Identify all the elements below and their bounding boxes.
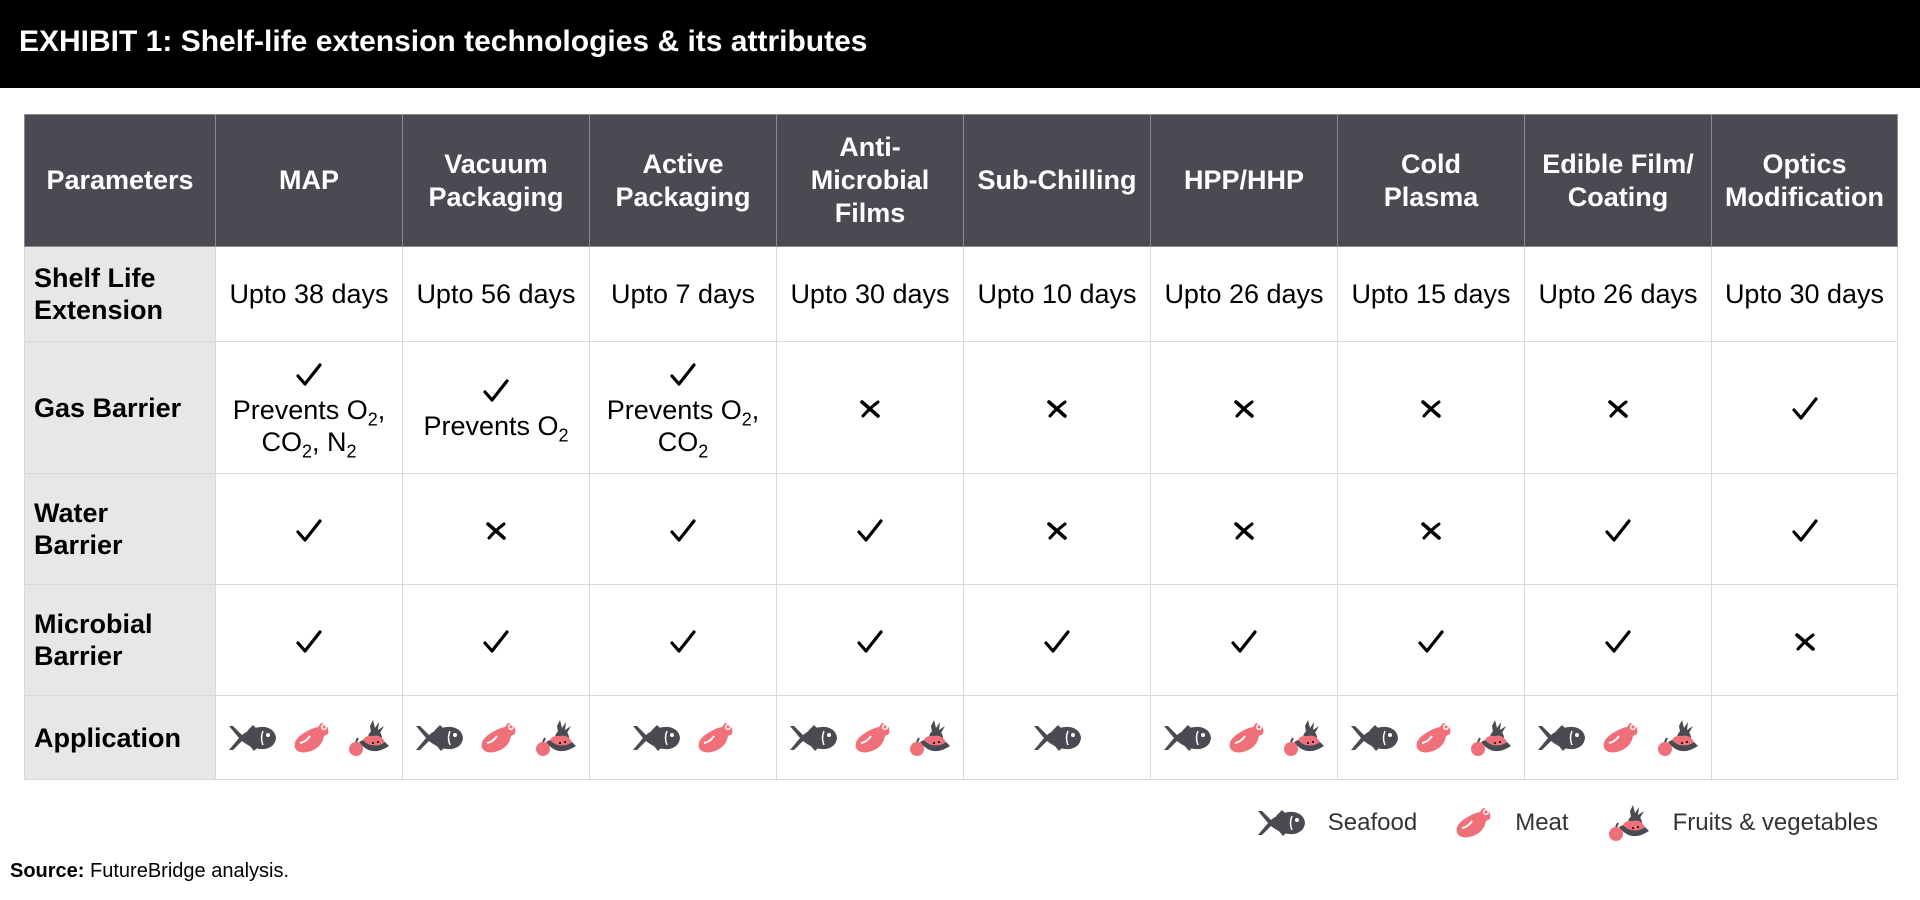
gas-barrier-cell	[1151, 342, 1338, 474]
row-gas-barrier	[25, 342, 1898, 474]
column-header-parameters	[25, 115, 216, 247]
application-icons	[594, 721, 772, 755]
microbial-barrier-cell	[777, 585, 964, 696]
column-header-optics-modification	[1712, 115, 1898, 247]
seafood-icon	[1162, 722, 1212, 754]
meat-icon	[1226, 721, 1266, 755]
seafood-icon	[1256, 807, 1306, 839]
shelf-life-cell: Upto 26 days	[1525, 247, 1712, 342]
column-header-line: Microbial	[810, 165, 930, 195]
microbial-barrier-cell	[216, 585, 403, 696]
application-icons	[781, 718, 959, 758]
application-icons	[1529, 718, 1707, 758]
water-barrier-cell	[1151, 474, 1338, 585]
row-label-line: Water	[34, 498, 109, 528]
column-header-line: HPP/HHP	[1183, 165, 1305, 195]
application-cell	[1525, 696, 1712, 780]
meat-icon	[1413, 721, 1453, 755]
check-icon	[296, 625, 322, 655]
check-icon	[857, 514, 883, 544]
gas-barrier-cell	[590, 342, 777, 474]
comparison-table	[24, 114, 1898, 780]
column-header-active-packaging	[590, 115, 777, 247]
row-microbial-barrier	[25, 585, 1898, 696]
gas-barrier-note: Prevents $O_2$, $CO_2$, $N_2$	[232, 394, 386, 461]
check-icon	[1044, 625, 1070, 655]
fruits-vegetables-icon	[906, 718, 952, 758]
column-header-line: Modification	[1725, 181, 1884, 212]
application-icons	[220, 718, 398, 758]
source-note	[10, 860, 289, 883]
column-header-line: Coating	[1567, 181, 1669, 212]
legend-seafood-label: Seafood	[1327, 809, 1418, 836]
microbial-barrier-cell	[1712, 585, 1898, 696]
microbial-barrier-cell	[590, 585, 777, 696]
application-cell	[590, 696, 777, 780]
column-header-line: Vacuum	[444, 148, 548, 179]
source-label: Source:	[10, 860, 85, 882]
water-barrier-cell	[403, 474, 590, 585]
application-cell	[1338, 696, 1525, 780]
meat-icon	[695, 721, 735, 755]
gas-barrier-cell	[1712, 342, 1898, 474]
fruits-vegetables-icon	[1654, 718, 1700, 758]
seafood-icon	[1536, 722, 1586, 754]
row-label-application: Application	[25, 696, 216, 780]
page-title: EXHIBIT 1: Shelf-life extension technologies & its attributes	[19, 25, 868, 58]
application-icons	[1342, 718, 1520, 758]
legend-seafood	[1256, 807, 1417, 839]
water-barrier-cell	[964, 474, 1151, 585]
row-water-barrier	[25, 474, 1898, 585]
gas-barrier-note: Prevents $O_2$, $CO_2$	[606, 394, 760, 461]
check-icon	[1605, 625, 1631, 655]
row-label-shelf-life	[25, 247, 216, 342]
application-icons	[1155, 718, 1333, 758]
row-application	[25, 696, 1898, 780]
check-icon	[670, 514, 696, 544]
application-cell	[1151, 696, 1338, 780]
column-header-vacuum-packaging	[403, 115, 590, 247]
shelf-life-cell: Upto 7 days	[590, 247, 777, 342]
column-header-line: MAP	[279, 165, 339, 195]
seafood-icon	[631, 722, 681, 754]
microbial-barrier-cell	[1338, 585, 1525, 696]
column-header-sub-chilling	[964, 115, 1151, 247]
check-icon	[1792, 393, 1818, 423]
water-barrier-cell	[1712, 474, 1898, 585]
cross-icon	[1046, 514, 1068, 544]
seafood-icon	[788, 722, 838, 754]
meat-icon	[852, 721, 892, 755]
legend-fruits-label: Fruits & vegetables	[1672, 809, 1878, 836]
application-icons	[968, 722, 1146, 754]
seafood-icon	[227, 722, 277, 754]
column-header-line: Films	[834, 198, 906, 228]
application-icons	[407, 718, 585, 758]
column-header-cold-plasma	[1338, 115, 1525, 247]
column-header-line: Parameters	[46, 165, 194, 195]
row-label-gas-barrier: Gas Barrier	[25, 342, 216, 474]
check-icon	[1418, 625, 1444, 655]
cross-icon	[1794, 625, 1816, 655]
meat-icon	[478, 721, 518, 755]
row-label-line: Barrier	[34, 641, 123, 671]
gas-barrier-cell	[777, 342, 964, 474]
cross-icon	[1420, 393, 1442, 423]
title-bar	[0, 0, 1920, 88]
microbial-barrier-cell	[1525, 585, 1712, 696]
legend-fruits	[1605, 803, 1878, 843]
application-cell	[216, 696, 403, 780]
fruits-vegetables-icon	[1605, 803, 1651, 843]
column-header-line: Packaging	[428, 181, 564, 212]
column-header-line: Optics	[1762, 148, 1847, 179]
column-header-line: Plasma	[1383, 181, 1479, 212]
gas-barrier-cell	[1338, 342, 1525, 474]
gas-barrier-cell	[964, 342, 1151, 474]
water-barrier-cell	[777, 474, 964, 585]
check-icon	[670, 359, 696, 389]
fruits-vegetables-icon	[1467, 718, 1513, 758]
row-label-water-barrier	[25, 474, 216, 585]
shelf-life-cell: Upto 30 days	[1712, 247, 1898, 342]
seafood-icon	[414, 722, 464, 754]
row-label-microbial-barrier	[25, 585, 216, 696]
row-label-line: Barrier	[34, 530, 123, 560]
microbial-barrier-cell	[964, 585, 1151, 696]
cross-icon	[1607, 393, 1629, 423]
check-icon	[483, 625, 509, 655]
row-shelf-life-extension	[25, 247, 1898, 342]
shelf-life-cell: Upto 26 days	[1151, 247, 1338, 342]
meat-icon	[1453, 806, 1493, 840]
row-label-line: Microbial	[34, 609, 153, 639]
legend-meat-label: Meat	[1515, 809, 1569, 836]
source-text: FutureBridge analysis.	[90, 860, 290, 882]
check-icon	[857, 625, 883, 655]
fruits-vegetables-icon	[1280, 718, 1326, 758]
cross-icon	[859, 393, 881, 423]
gas-barrier-note: Prevents $O_2$	[423, 410, 569, 445]
water-barrier-cell	[590, 474, 777, 585]
shelf-life-cell: Upto 56 days	[403, 247, 590, 342]
check-icon	[483, 375, 509, 405]
application-cell	[964, 696, 1151, 780]
shelf-life-cell: Upto 10 days	[964, 247, 1151, 342]
application-cell	[777, 696, 964, 780]
check-icon	[1792, 514, 1818, 544]
seafood-icon	[1032, 722, 1082, 754]
cross-icon	[1046, 393, 1068, 423]
shelf-life-cell: Upto 30 days	[777, 247, 964, 342]
shelf-life-cell: Upto 38 days	[216, 247, 403, 342]
column-header-line: Edible Film/	[1542, 148, 1694, 179]
fruits-vegetables-icon	[345, 718, 391, 758]
column-header-hpp-hhp	[1151, 115, 1338, 247]
shelf-life-cell: Upto 15 days	[1338, 247, 1525, 342]
check-icon	[670, 625, 696, 655]
column-header-line: Sub-Chilling	[977, 165, 1137, 195]
meat-icon	[291, 721, 331, 755]
gas-barrier-cell	[1525, 342, 1712, 474]
check-icon	[1231, 625, 1257, 655]
seafood-icon	[1349, 722, 1399, 754]
column-header-line: Packaging	[615, 181, 751, 212]
application-cell	[403, 696, 590, 780]
row-label-line: Shelf Life	[34, 263, 156, 293]
column-header-line: Active	[642, 148, 724, 179]
application-cell	[1712, 696, 1898, 780]
gas-barrier-cell	[216, 342, 403, 474]
row-label-line: Extension	[34, 295, 164, 325]
column-header-edible-film-coating	[1525, 115, 1712, 247]
cross-icon	[1233, 514, 1255, 544]
check-icon	[296, 359, 322, 389]
water-barrier-cell	[1338, 474, 1525, 585]
column-header-line: Anti-	[839, 132, 901, 162]
header-row	[25, 115, 1898, 247]
legend	[1240, 803, 1878, 843]
microbial-barrier-cell	[403, 585, 590, 696]
legend-meat	[1453, 806, 1568, 840]
column-header-map	[216, 115, 403, 247]
gas-barrier-cell	[403, 342, 590, 474]
meat-icon	[1600, 721, 1640, 755]
water-barrier-cell	[1525, 474, 1712, 585]
microbial-barrier-cell	[1151, 585, 1338, 696]
cross-icon	[1420, 514, 1442, 544]
column-header-anti-microbial-films	[777, 115, 964, 247]
check-icon	[1605, 514, 1631, 544]
check-icon	[296, 514, 322, 544]
column-header-line: Cold	[1401, 148, 1461, 179]
cross-icon	[485, 514, 507, 544]
water-barrier-cell	[216, 474, 403, 585]
cross-icon	[1233, 393, 1255, 423]
fruits-vegetables-icon	[532, 718, 578, 758]
